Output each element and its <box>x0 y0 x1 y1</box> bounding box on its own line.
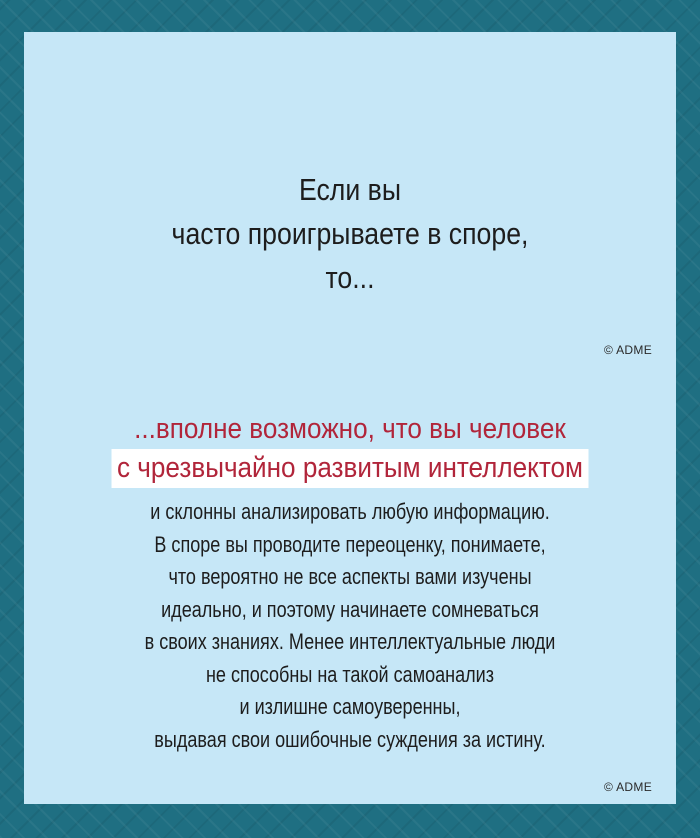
answer-headline-line: ...вполне возможно, что вы человек <box>134 413 566 445</box>
watermark-bottom: © ADME <box>604 780 652 794</box>
answer-body-line: выдавая свои ошибочные суждения за истину. <box>154 726 546 752</box>
answer-body-line: в своих знаниях. Менее интеллектуальные люди <box>144 629 556 654</box>
question-line: Если вы <box>298 172 401 207</box>
question-line: то... <box>325 260 375 295</box>
watermark-top: © ADME <box>604 343 652 357</box>
question-line: часто проигрываете в споре, <box>171 216 529 251</box>
answer-body-line: идеально, и поэтому начинаете сомневаться <box>161 596 539 622</box>
answer-body-line: В споре вы проводите переоценку, понимаете, <box>154 531 546 557</box>
answer-headline-line-highlighted: с чрезвычайно развитым интеллектом <box>112 449 589 488</box>
answer-body-line: что вероятно не все аспекты вами изучены <box>168 564 532 589</box>
answer-body <box>83 496 618 756</box>
answer-body-line: не способны на такой самоанализ <box>205 661 495 687</box>
question-text <box>70 168 631 300</box>
answer-body-line: и излишне самоуверенны, <box>239 694 461 719</box>
answer-body-line: и склонны анализировать любую информацию. <box>150 499 550 524</box>
quote-card <box>24 32 676 804</box>
answer-headline <box>57 410 644 488</box>
answer-headline-line-wrapper <box>57 449 644 488</box>
